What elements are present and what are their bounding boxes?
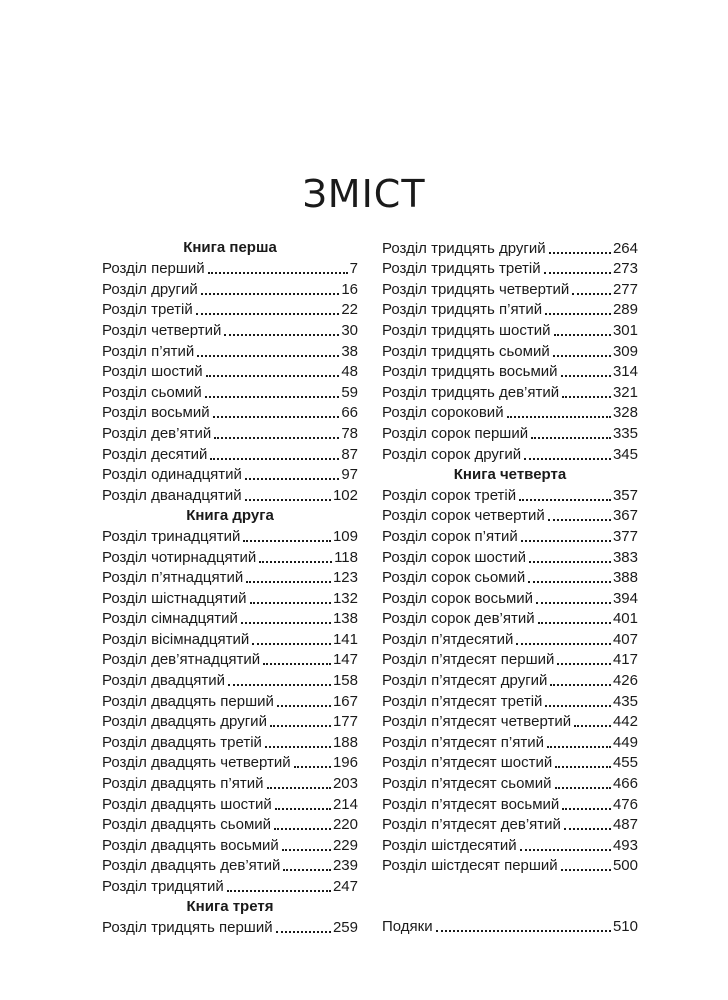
page-number: 377 xyxy=(612,527,638,545)
dot-leader xyxy=(538,622,611,624)
page-number: 239 xyxy=(332,857,358,875)
dot-leader xyxy=(201,293,340,295)
dot-leader xyxy=(572,293,611,295)
chapter-title: Розділ п’ятий xyxy=(102,342,195,360)
page-number: 7 xyxy=(349,260,358,278)
page-number: 30 xyxy=(341,321,358,339)
toc-entry[interactable] xyxy=(382,259,638,280)
chapter-title: Розділ восьмий xyxy=(102,404,210,422)
dot-leader xyxy=(246,581,331,583)
dot-leader xyxy=(277,705,331,707)
chapter-title: Розділ чотирнадцятий xyxy=(102,548,257,566)
dot-leader xyxy=(259,561,332,563)
dot-leader xyxy=(282,849,331,851)
toc-entry[interactable] xyxy=(382,609,638,630)
dot-leader xyxy=(547,746,611,748)
dot-leader xyxy=(243,540,331,542)
chapter-title: Розділ сорок сьомий xyxy=(382,569,526,587)
toc-entry[interactable] xyxy=(382,526,638,547)
page-number: 214 xyxy=(332,795,358,813)
page-number: 394 xyxy=(612,589,638,607)
chapter-title: Розділ двадцять дев’ятий xyxy=(102,857,281,875)
toc-entry[interactable] xyxy=(102,485,358,506)
dot-leader xyxy=(507,416,611,418)
page-number: 328 xyxy=(612,404,638,422)
chapter-title: Розділ двадцять перший xyxy=(102,692,274,710)
dot-leader xyxy=(520,849,611,851)
dot-leader xyxy=(213,416,340,418)
toc-entry[interactable] xyxy=(102,465,358,486)
chapter-title: Розділ перший xyxy=(102,260,205,278)
chapter-title: Розділ п’ятдесят другий xyxy=(382,672,548,690)
chapter-title: Розділ тридцятий xyxy=(102,878,224,895)
chapter-title: Розділ тридцять восьмий xyxy=(382,363,558,381)
dot-leader xyxy=(562,396,611,398)
chapter-title: Розділ п’ятдесят дев’ятий xyxy=(382,816,561,834)
page-number: 301 xyxy=(612,321,638,339)
book-heading: Книга третя xyxy=(186,898,274,915)
toc-entry[interactable] xyxy=(102,629,358,650)
toc-entry[interactable] xyxy=(382,712,638,733)
page-number: 147 xyxy=(332,651,358,669)
toc-entry[interactable] xyxy=(102,341,358,362)
dot-leader xyxy=(267,787,331,789)
chapter-title: Розділ двадцять шостий xyxy=(102,795,272,813)
chapter-title: Розділ тридцять п’ятий xyxy=(382,301,543,319)
dot-leader xyxy=(561,869,611,871)
toc-entry[interactable] xyxy=(102,403,358,424)
page-number: 78 xyxy=(341,424,358,442)
page-number: 435 xyxy=(612,692,638,710)
page-number: 87 xyxy=(341,445,358,463)
page-number: 309 xyxy=(612,342,638,360)
chapter-title: Розділ четвертий xyxy=(102,321,222,339)
chapter-title: Розділ дев’ятий xyxy=(102,424,212,442)
dot-leader xyxy=(197,355,339,357)
dot-leader xyxy=(245,478,339,480)
dot-leader xyxy=(574,725,611,727)
chapter-title: Розділ двадцять четвертий xyxy=(102,754,291,772)
page-number: 229 xyxy=(332,836,358,854)
page-number: 220 xyxy=(332,816,358,834)
book-heading: Книга четверта xyxy=(453,465,567,483)
toc-entry[interactable] xyxy=(102,670,358,691)
chapter-title: Розділ шістдесят перший xyxy=(382,857,558,875)
dot-leader xyxy=(553,355,611,357)
dot-leader xyxy=(548,519,611,521)
toc-entry[interactable] xyxy=(382,300,638,321)
chapter-title: Розділ третій xyxy=(102,301,193,319)
chapter-title: Розділ сорок четвертий xyxy=(382,507,545,525)
toc-entry[interactable] xyxy=(382,835,638,856)
page-number: 167 xyxy=(332,692,358,710)
page-number: 493 xyxy=(612,836,638,854)
toc-entry[interactable] xyxy=(102,753,358,774)
dot-leader xyxy=(270,725,331,727)
toc-entry[interactable] xyxy=(382,238,638,259)
page-number: 259 xyxy=(332,919,358,937)
page-number: 16 xyxy=(341,280,358,298)
page-number: 357 xyxy=(612,486,638,504)
toc-entry[interactable] xyxy=(382,568,638,589)
toc-entry[interactable] xyxy=(102,794,358,815)
page-number: 196 xyxy=(332,754,358,772)
page-number: 177 xyxy=(332,713,358,731)
chapter-title: Розділ шостий xyxy=(102,363,203,381)
toc-entry[interactable] xyxy=(382,670,638,691)
chapter-title: Розділ сорок другий xyxy=(382,445,522,463)
toc-entry[interactable] xyxy=(102,320,358,341)
page-number: 388 xyxy=(612,569,638,587)
chapter-title: Розділ шістнадцятий xyxy=(102,589,247,607)
toc-entry[interactable] xyxy=(102,588,358,609)
dot-leader xyxy=(555,787,611,789)
dot-leader xyxy=(545,705,611,707)
book-heading: Книга друга xyxy=(186,506,274,524)
chapter-title: Розділ тридцять шостий xyxy=(382,321,551,339)
chapter-title: Розділ п’ятдесят сьомий xyxy=(382,775,552,793)
dot-leader xyxy=(521,540,611,542)
chapter-title: Розділ п’ятдесят шостий xyxy=(382,754,553,772)
chapter-title: Розділ двадцять сьомий xyxy=(102,816,272,834)
chapter-title: Розділ сімнадцятий xyxy=(102,610,238,628)
chapter-title: Розділ двадцять третій xyxy=(102,733,262,751)
page-number: 38 xyxy=(341,342,358,360)
dot-leader xyxy=(210,458,339,460)
dot-leader xyxy=(294,766,331,768)
chapter-title: Розділ двадцять другий xyxy=(102,713,267,731)
dot-leader xyxy=(252,643,331,645)
toc-entry[interactable] xyxy=(102,444,358,465)
chapter-title: Розділ п’ятдесят восьмий xyxy=(382,795,560,813)
toc-entry[interactable] xyxy=(102,918,358,939)
dot-leader xyxy=(550,684,611,686)
dot-leader xyxy=(555,766,611,768)
dot-leader xyxy=(528,581,611,583)
page-number: 426 xyxy=(612,672,638,690)
page-number: 510 xyxy=(612,918,638,935)
page-number: 345 xyxy=(612,445,638,463)
toc-entry[interactable] xyxy=(382,815,638,836)
dot-leader xyxy=(519,499,611,501)
page-number: 158 xyxy=(332,672,358,690)
chapter-title: Розділ другий xyxy=(102,280,198,298)
page-number: 188 xyxy=(332,733,358,751)
page-number: 367 xyxy=(612,507,638,525)
toc-entry[interactable] xyxy=(102,712,358,733)
dot-leader xyxy=(545,313,611,315)
page-number: 449 xyxy=(612,733,638,751)
chapter-title: Розділ п’ятдесят перший xyxy=(382,651,555,669)
toc-entry[interactable] xyxy=(382,382,638,403)
toc-entry[interactable] xyxy=(382,320,638,341)
dot-leader xyxy=(524,458,611,460)
toc-entry[interactable] xyxy=(102,815,358,836)
toc-entry[interactable] xyxy=(382,279,638,300)
page-number: 417 xyxy=(612,651,638,669)
dot-leader xyxy=(516,643,611,645)
page-number: 118 xyxy=(334,548,358,566)
page-number: 476 xyxy=(612,795,638,813)
dot-leader xyxy=(245,499,331,501)
toc-entry[interactable] xyxy=(382,485,638,506)
page-number: 401 xyxy=(612,610,638,628)
dot-leader xyxy=(224,334,339,336)
toc-entry[interactable] xyxy=(102,547,358,568)
dot-leader xyxy=(557,663,611,665)
page-number: 314 xyxy=(612,363,638,381)
chapter-title: Розділ сорок шостий xyxy=(382,548,527,566)
page-number: 264 xyxy=(612,239,638,257)
page-number: 97 xyxy=(341,466,358,484)
dot-leader xyxy=(275,808,331,810)
dot-leader xyxy=(561,375,611,377)
chapter-title: Подяки xyxy=(382,918,433,935)
dot-leader xyxy=(549,252,611,254)
chapter-title: Розділ тридцять перший xyxy=(102,919,273,937)
toc-entry[interactable] xyxy=(382,732,638,753)
chapter-title: Розділ дванадцятий xyxy=(102,486,242,504)
dot-leader xyxy=(205,396,340,398)
dot-leader xyxy=(564,828,611,830)
page-number: 59 xyxy=(341,383,358,401)
page-number: 487 xyxy=(612,816,638,834)
page-number: 407 xyxy=(612,630,638,648)
dot-leader xyxy=(208,272,348,274)
dot-leader xyxy=(227,890,331,892)
toc-entry[interactable] xyxy=(102,773,358,794)
chapter-title: Розділ сорок восьмий xyxy=(382,589,534,607)
toc-entry[interactable] xyxy=(382,547,638,568)
page-number: 335 xyxy=(612,424,638,442)
toc-entry[interactable] xyxy=(382,362,638,383)
toc-entry[interactable] xyxy=(102,876,358,897)
dot-leader xyxy=(265,746,331,748)
chapter-title: Розділ двадцять восьмий xyxy=(102,836,279,854)
toc-entry[interactable] xyxy=(102,300,358,321)
page-number: 247 xyxy=(332,878,358,895)
page-number: 383 xyxy=(612,548,638,566)
toc-entry[interactable] xyxy=(102,259,358,280)
toc-entry[interactable] xyxy=(382,629,638,650)
dot-leader xyxy=(241,622,331,624)
chapter-title: Розділ дев’ятнадцятий xyxy=(102,651,261,669)
toc-entry[interactable] xyxy=(102,691,358,712)
page-number: 138 xyxy=(332,610,358,628)
dot-leader xyxy=(554,334,611,336)
toc-entry[interactable] xyxy=(382,403,638,424)
chapter-title: Розділ тридцять третій xyxy=(382,260,541,278)
chapter-title: Розділ сорок перший xyxy=(382,424,529,442)
page-number: 500 xyxy=(612,857,638,875)
chapter-title: Розділ п’ятдесят п’ятий xyxy=(382,733,544,751)
toc-entry[interactable] xyxy=(102,526,358,547)
page-number: 203 xyxy=(332,775,358,793)
toc-entry[interactable] xyxy=(382,341,638,362)
page-number: 277 xyxy=(612,280,638,298)
chapter-title: Розділ десятий xyxy=(102,445,208,463)
chapter-title: Розділ сорок п’ятий xyxy=(382,527,518,545)
chapter-title: Розділ п’ятдесятий xyxy=(382,630,514,648)
page-number: 132 xyxy=(332,589,358,607)
page-number: 442 xyxy=(612,713,638,731)
toc-entry[interactable] xyxy=(102,609,358,630)
toc-entry[interactable] xyxy=(102,382,358,403)
toc-entry[interactable] xyxy=(382,444,638,465)
toc-entry[interactable] xyxy=(382,773,638,794)
dot-leader xyxy=(274,828,331,830)
page-number: 109 xyxy=(332,527,358,545)
page-number: 48 xyxy=(341,363,358,381)
chapter-title: Розділ тринадцятий xyxy=(102,527,241,545)
toc-entry[interactable] xyxy=(382,588,638,609)
dot-leader xyxy=(531,437,611,439)
page-number: 289 xyxy=(612,301,638,319)
dot-leader xyxy=(276,931,331,933)
toc-entry[interactable] xyxy=(382,423,638,444)
toc-entry[interactable] xyxy=(382,794,638,815)
chapter-title: Розділ вісімнадцятий xyxy=(102,630,250,648)
dot-leader xyxy=(250,602,331,604)
chapter-title: Розділ тридцять четвертий xyxy=(382,280,570,298)
page-title: ЗМІСТ xyxy=(302,172,426,216)
chapter-title: Розділ двадцятий xyxy=(102,672,226,690)
toc-right-column xyxy=(382,238,638,937)
dot-leader xyxy=(536,602,611,604)
toc-entry[interactable] xyxy=(102,279,358,300)
book-heading: Книга перша xyxy=(183,239,277,256)
page-number: 321 xyxy=(612,383,638,401)
dot-leader xyxy=(228,684,331,686)
page-number: 102 xyxy=(332,486,358,504)
toc-entry[interactable] xyxy=(102,423,358,444)
page-number: 66 xyxy=(341,404,358,422)
toc-entry[interactable] xyxy=(102,650,358,671)
chapter-title: Розділ сороковий xyxy=(382,404,504,422)
chapter-title: Розділ тридцять сьомий xyxy=(382,342,550,360)
toc-entry[interactable] xyxy=(382,691,638,712)
toc-entry[interactable] xyxy=(382,856,638,877)
dot-leader xyxy=(214,437,339,439)
chapter-title: Розділ п’ятдесят четвертий xyxy=(382,713,572,731)
chapter-title: Розділ сорок дев’ятий xyxy=(382,610,535,628)
page-number: 22 xyxy=(341,301,358,319)
dot-leader xyxy=(263,663,331,665)
toc-entry[interactable] xyxy=(102,856,358,877)
dot-leader xyxy=(529,561,611,563)
dot-leader xyxy=(283,869,331,871)
chapter-title: Розділ тридцять дев’ятий xyxy=(382,383,560,401)
toc-entry[interactable] xyxy=(102,732,358,753)
chapter-title: Розділ тридцять другий xyxy=(382,239,546,257)
chapter-title: Розділ шістдесятий xyxy=(382,836,517,854)
chapter-title: Розділ сьомий xyxy=(102,383,202,401)
page-number: 141 xyxy=(332,630,358,648)
chapter-title: Розділ п’ятнадцятий xyxy=(102,569,244,587)
dot-leader xyxy=(436,930,611,932)
toc-entry[interactable] xyxy=(382,916,638,937)
page-number: 123 xyxy=(332,569,358,587)
dot-leader xyxy=(544,272,611,274)
dot-leader xyxy=(562,808,611,810)
toc-entry[interactable] xyxy=(102,568,358,589)
dot-leader xyxy=(206,375,340,377)
page-number: 273 xyxy=(612,260,638,278)
toc-entry[interactable] xyxy=(382,650,638,671)
chapter-title: Розділ сорок третій xyxy=(382,486,517,504)
page-number: 455 xyxy=(612,754,638,772)
page-number: 466 xyxy=(612,775,638,793)
dot-leader xyxy=(196,313,340,315)
toc-entry[interactable] xyxy=(102,835,358,856)
toc-entry[interactable] xyxy=(382,506,638,527)
chapter-title: Розділ п’ятдесят третій xyxy=(382,692,543,710)
toc-entry[interactable] xyxy=(382,753,638,774)
chapter-title: Розділ двадцять п’ятий xyxy=(102,775,264,793)
toc-left-column xyxy=(102,238,358,938)
toc-entry[interactable] xyxy=(102,362,358,383)
chapter-title: Розділ одинадцятий xyxy=(102,466,242,484)
spacer xyxy=(382,876,638,916)
